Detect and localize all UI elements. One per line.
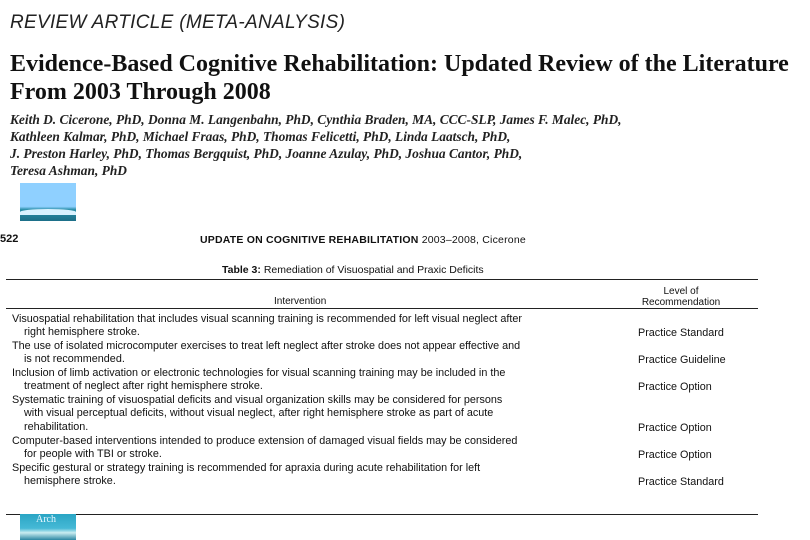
intervention-cell (12, 313, 612, 340)
author-line: Keith D. Cicerone, PhD, Donna M. Langenbahn, PhD, Cynthia Braden, MA, CCC-SLP, James F. Malec, PhD, (10, 112, 622, 127)
level-cell: Practice Guideline (638, 354, 726, 366)
intervention-text: right hemisphere stroke. (24, 326, 140, 339)
intervention-cell (12, 435, 612, 462)
intervention-cell (12, 340, 612, 367)
article-type-label: REVIEW ARTICLE (META-ANALYSIS) (10, 12, 346, 33)
intervention-cell (12, 462, 612, 489)
table-caption-text: Remediation of Visuospatial and Praxic Deficits (263, 264, 484, 276)
intervention-cell (12, 367, 612, 394)
intervention-text: The use of isolated microcomputer exercises to treat left neglect after stroke does not appear effective and (12, 340, 521, 352)
author-line: J. Preston Harley, PhD, Thomas Bergquist, PhD, Joanne Azulay, PhD, Joshua Cantor, PhD, (10, 146, 523, 161)
logo-text: Arch (36, 514, 56, 525)
intervention-text: with visual perceptual deficits, without visual neglect, after right hemisphere stroke as part of acute (24, 407, 494, 420)
author-line: Kathleen Kalmar, PhD, Michael Fraas, PhD, Thomas Felicetti, PhD, Linda Laatsch, PhD, (10, 129, 511, 144)
intervention-text: rehabilitation. (24, 420, 89, 433)
column-header-intervention: Intervention (274, 296, 327, 307)
table-caption-label: Table 3: (222, 264, 261, 276)
table-header (6, 280, 758, 308)
intervention-text: Systematic training of visuospatial deficits and visual organization skills may be considered for persons (12, 394, 503, 406)
intervention-text: for people with TBI or stroke. (24, 448, 162, 461)
recommendation-table (6, 279, 758, 515)
running-head-title: UPDATE ON COGNITIVE REHABILITATION (200, 234, 419, 246)
running-head (200, 234, 526, 246)
intervention-cell (12, 394, 612, 434)
intervention-text: treatment of neglect after right hemisphere stroke. (24, 380, 263, 393)
intervention-text: Inclusion of limb activation or electronic technologies for visual scanning training may be included in the (12, 367, 506, 379)
table-caption (222, 264, 484, 276)
author-list (10, 111, 800, 179)
level-cell: Practice Option (638, 422, 712, 434)
page-number: 522 (0, 233, 19, 245)
level-cell: Practice Standard (638, 476, 724, 488)
level-cell: Practice Standard (638, 327, 724, 339)
journal-logo-image (20, 514, 76, 540)
column-header-level: Level of Recommendation (641, 286, 721, 308)
article-title: Evidence-Based Cognitive Rehabilitation: Updated Review of the Literature From 2003 Through 2008 (10, 51, 789, 105)
table-bottom-rule (6, 514, 758, 515)
intervention-text: Visuospatial rehabilitation that includes visual scanning training is recommended for left visual neglect after (12, 313, 522, 325)
journal-logo-image (20, 183, 76, 221)
level-cell: Practice Option (638, 381, 712, 393)
running-head-author: 2003–2008, Cicerone (421, 234, 526, 246)
level-cell: Practice Option (638, 449, 712, 461)
intervention-text: hemisphere stroke. (24, 475, 116, 488)
intervention-text: Computer-based interventions intended to produce extension of damaged visual fields may be considered (12, 435, 518, 447)
table-body (6, 309, 758, 514)
intervention-text: is not recommended. (24, 353, 125, 366)
author-line: Teresa Ashman, PhD (10, 163, 127, 178)
intervention-text: Specific gestural or strategy training is recommended for apraxia during acute rehabilitation for left (12, 462, 481, 474)
